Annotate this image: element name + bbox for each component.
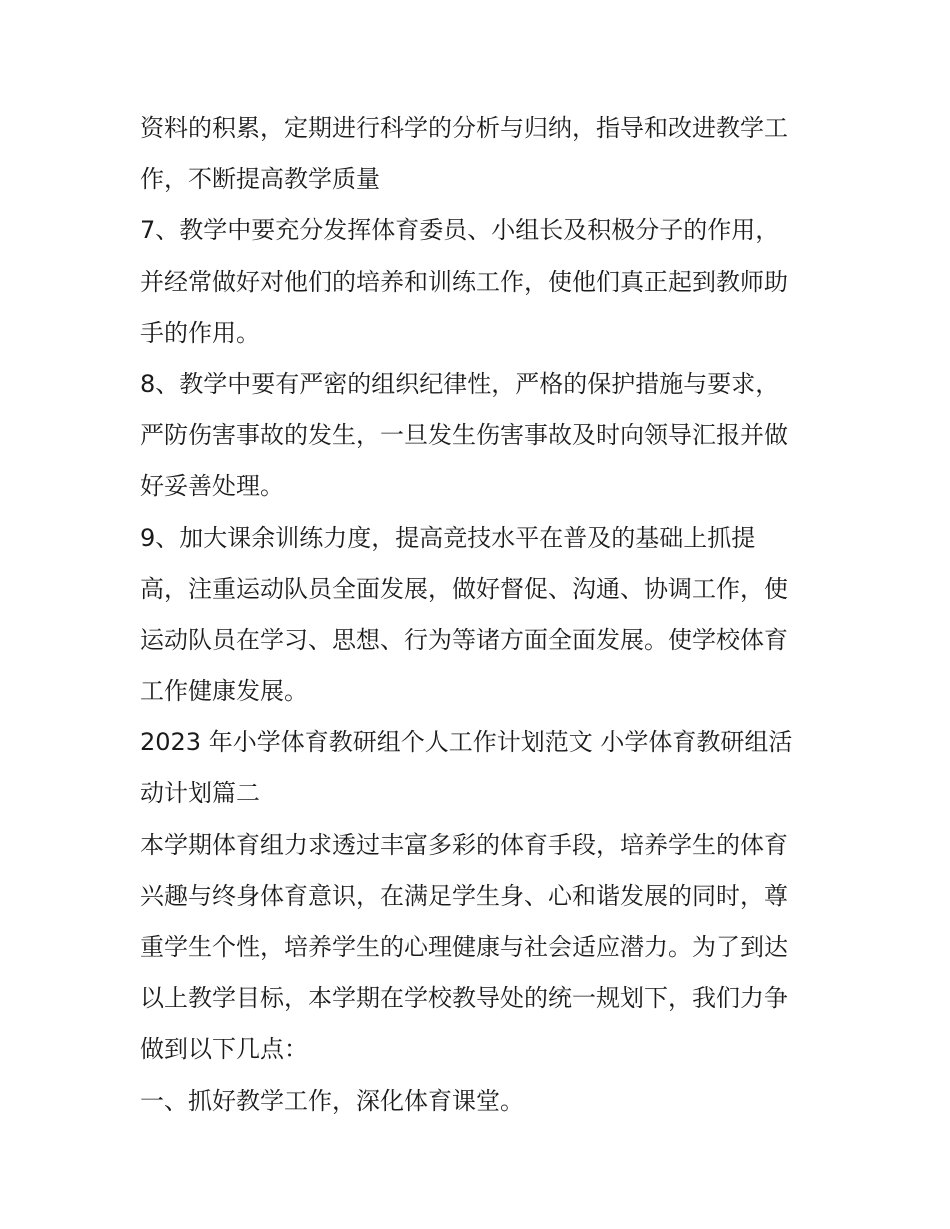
- subheading-line: 一、抓好教学工作，深化体育课堂。: [140, 1086, 524, 1115]
- text-line: 做到以下几点：: [140, 1035, 308, 1064]
- text-line: 以上教学目标，本学期在学校教导处的统一规划下，我们力争: [140, 984, 788, 1013]
- section-heading-line: 2023 年小学体育教研组个人工作计划范文 小学体育教研组活: [140, 728, 793, 757]
- text-line: 7、教学中要充分发挥体育委员、小组长及积极分子的作用，: [140, 216, 780, 245]
- text-line: 重学生个性，培养学生的心理健康与社会适应潜力。为了到达: [140, 933, 788, 961]
- text-line: 好妥善处理。: [140, 472, 284, 501]
- text-line: 资料的积累，定期进行科学的分析与归纳，指导和改进教学工: [140, 114, 788, 142]
- text-line: 并经常做好对他们的培养和训练工作，使他们真正起到教师助: [140, 267, 788, 296]
- text-line: 手的作用。: [140, 318, 260, 347]
- text-line: 本学期体育组力求透过丰富多彩的体育手段，培养学生的体育: [140, 830, 788, 859]
- text-line: 高，注重运动队员全面发展，做好督促、沟通、协调工作，使: [140, 574, 788, 603]
- text-line: 作，不断提高教学质量: [140, 165, 380, 194]
- text-line: 严防伤害事故的发生，一旦发生伤害事故及时向领导汇报并做: [140, 421, 788, 450]
- section-heading-line: 动计划篇二: [140, 779, 260, 808]
- text-line: 运动队员在学习、思想、行为等诸方面全面发展。使学校体育: [140, 625, 788, 654]
- text-line: 8、教学中要有严密的组织纪律性，严格的保护措施与要求，: [140, 369, 780, 398]
- text-line: 工作健康发展。: [140, 677, 308, 706]
- text-line: 9、加大课余训练力度，提高竞技水平在普及的基础上抓提: [140, 523, 756, 552]
- document-body: [140, 103, 830, 1127]
- text-line: 兴趣与终身体育意识，在满足学生身、心和谐发展的同时，尊: [140, 881, 788, 910]
